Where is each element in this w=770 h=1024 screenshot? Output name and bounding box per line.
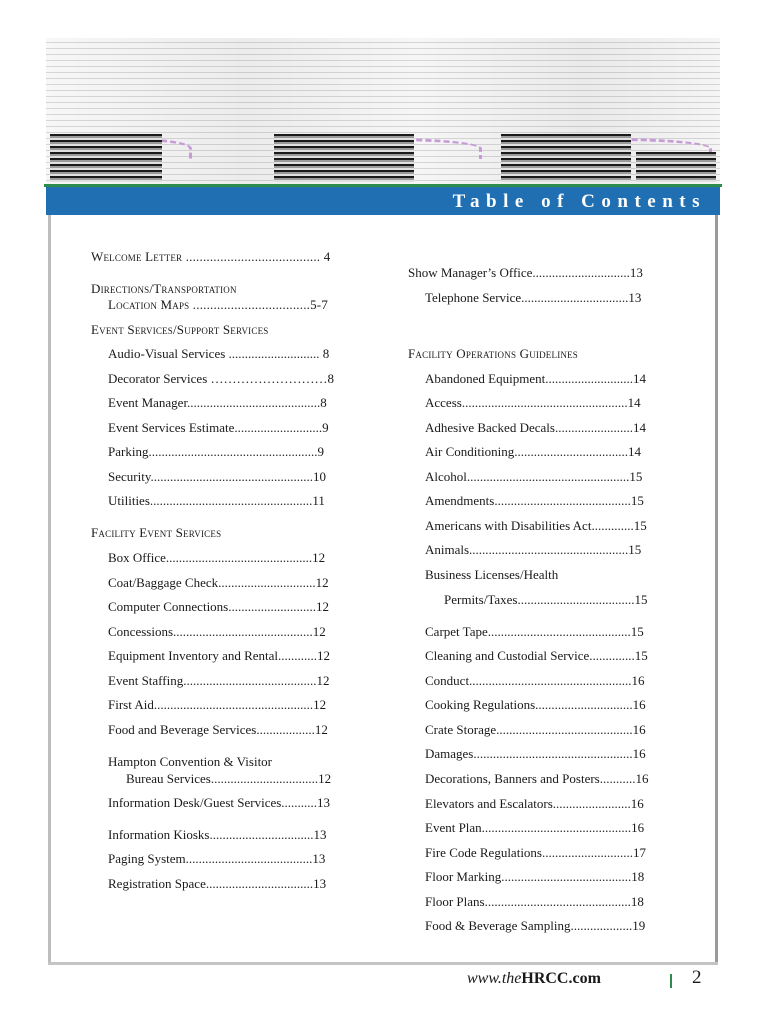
toc-entry: Security..................................................10 (108, 469, 326, 484)
title-bar (46, 187, 720, 215)
toc-entry: Audio-Visual Services ............................ 8 (108, 346, 330, 361)
toc-entry: Parking....................................................9 (108, 444, 324, 459)
toc-heading: Facility Operations Guidelines (408, 346, 578, 361)
toc-entry: Decorations, Banners and Posters...........16 (425, 771, 649, 786)
toc-entry: Cleaning and Custodial Service..............15 (425, 648, 648, 663)
toc-entry: Decorator Services ………………………8 (108, 371, 335, 386)
toc-entry: Event Plan..............................................16 (425, 820, 645, 835)
toc-entry: Abandoned Equipment...........................14 (425, 371, 646, 386)
toc-heading: Event Services/Support Services (91, 322, 269, 337)
footer-url-prefix: www.the (467, 970, 522, 987)
toc-entry: Fire Code Regulations............................17 (425, 845, 646, 860)
toc-heading: Facility Event Services (91, 525, 222, 540)
page-number: 2 (692, 967, 702, 988)
toc-entry: Event Staffing.........................................12 (108, 673, 330, 688)
toc-entry: Telephone Service.................................13 (425, 290, 642, 305)
footer-url[interactable] (467, 970, 601, 988)
footer-separator (670, 974, 672, 988)
toc-entry: Permits/Taxes....................................15 (444, 592, 648, 607)
toc-heading: Location Maps ..................................5-7 (108, 297, 329, 312)
page-title: Table of Contents (452, 191, 706, 212)
toc-entry: Paging System.......................................13 (108, 851, 326, 866)
toc-entry: Bureau Services.................................12 (126, 771, 332, 786)
footer-url-suffix: .com (568, 970, 601, 987)
footer-url-brand: HRCC (521, 970, 569, 987)
toc-entry: Access...................................................14 (425, 395, 641, 410)
frame-left (48, 215, 51, 965)
toc-heading: Directions/Transportation (91, 281, 237, 296)
toc-entry: Food and Beverage Services..................12 (108, 722, 328, 737)
toc-entry: Registration Space.................................13 (108, 876, 327, 891)
toc-entry: Computer Connections...........................12 (108, 599, 329, 614)
toc-entry: Animals.................................................15 (425, 542, 642, 557)
toc-heading: Welcome Letter ....................................... 4 (91, 249, 331, 264)
toc-entry: Adhesive Backed Decals........................14 (425, 420, 646, 435)
frame-bottom (48, 962, 718, 965)
toc-entry: Coat/Baggage Check..............................12 (108, 575, 329, 590)
toc-entry: Floor Plans.............................................18 (425, 894, 644, 909)
toc-entry: Utilities..................................................11 (108, 493, 325, 508)
toc-entry: First Aid.................................................12 (108, 697, 327, 712)
toc-entry: Show Manager’s Office..............................13 (408, 265, 643, 280)
toc-entry: Alcohol..................................................15 (425, 469, 643, 484)
frame-right (715, 215, 718, 965)
toc-entry: Damages.................................................16 (425, 746, 646, 761)
toc-entry: Cooking Regulations..............................16 (425, 697, 646, 712)
toc-entry: Conduct..................................................16 (425, 673, 645, 688)
toc-entry: Information Desk/Guest Services...........13 (108, 795, 331, 810)
toc-entry: Elevators and Escalators........................16 (425, 796, 644, 811)
toc-entry: Food & Beverage Sampling...................19 (425, 918, 646, 933)
toc-entry: Hampton Convention & Visitor (108, 754, 273, 769)
toc-entry: Event Manager.........................................8 (108, 395, 327, 410)
toc-entry: Equipment Inventory and Rental............12 (108, 648, 331, 663)
toc-entry: Box Office.............................................12 (108, 550, 326, 565)
toc-entry: Floor Marking........................................18 (425, 869, 645, 884)
toc-entry: Air Conditioning...................................14 (425, 444, 641, 459)
toc-entry: Business Licenses/Health (425, 567, 559, 582)
toc-entry: Event Services Estimate...........................9 (108, 420, 329, 435)
toc-entry: Crate Storage..........................................16 (425, 722, 646, 737)
toc-entry: Amendments..........................................15 (425, 493, 644, 508)
toc-entry: Information Kiosks................................13 (108, 827, 327, 842)
toc-entry: Carpet Tape............................................15 (425, 624, 644, 639)
toc-entry: Americans with Disabilities Act.............15 (425, 518, 647, 533)
toc-entry: Concessions...........................................12 (108, 624, 326, 639)
header-photo (46, 38, 720, 186)
